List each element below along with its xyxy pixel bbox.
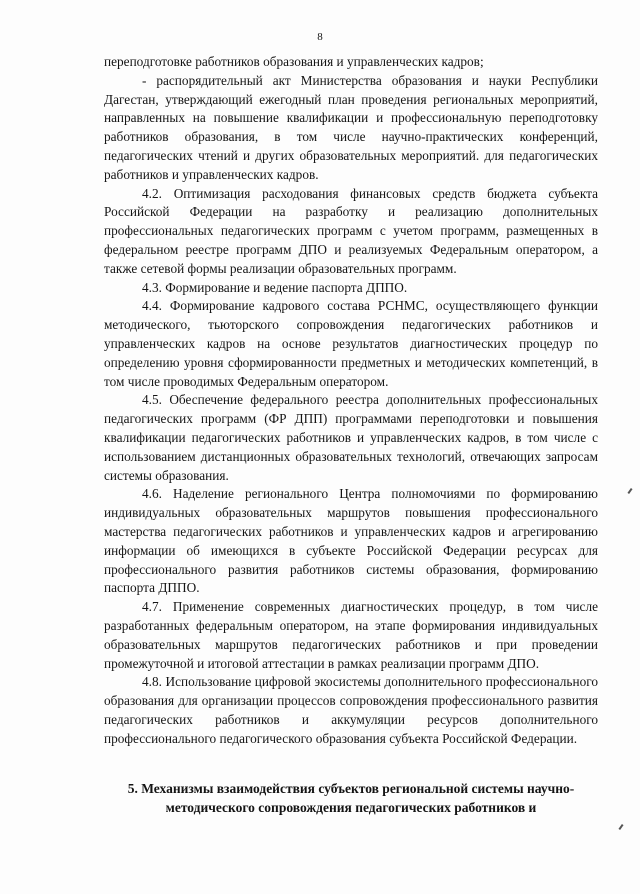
paragraph-4-2: 4.2. Оптимизация расходования финансовых средств бюджета субъекта Российской Федерации на разработку и реализацию дополнительных профессиональных педагогических программ с учетом программ, размещенных в федеральном реестре программ ДПО и реализуемых Федеральным оператором, а также сетевой формы реализации образовательных программ.	[104, 185, 598, 276]
paragraph-regulatory-act: - распорядительный акт Министерства образования и науки Республики Дагестан, утверждающий ежегодный план проведения региональных мероприятий, направленных на повышение квалификации и профессиональную переподготовку работников образования, в том числе научно-практических конференций, педагогических чтений и других образовательных мероприятий. для педагогических работников и управленческих кадров.	[104, 72, 598, 182]
page-number: 8	[317, 31, 323, 43]
section-heading: 5. Механизмы взаимодействия субъектов региональной системы научно-методического сопровождения педагогических работников и	[127, 781, 575, 815]
paragraph-4-4: 4.4. Формирование кадрового состава РСНМС, осуществляющего функции методического, тьюторского сопровождения педагогических работников и управленческих кадров на основе результатов диагностических процедур по определению уровня сформированности предметных и методических компетенций, в том числе проводимых Федеральным оператором.	[104, 298, 598, 389]
scan-artifact-mark	[627, 488, 632, 494]
paragraph-4-3: 4.3. Формирование и ведение паспорта ДППО.	[142, 279, 408, 295]
paragraph-4-5: 4.5. Обеспечение федерального реестра дополнительных профессиональных педагогических программ (ФР ДПП) программами переподготовки и повышения квалификации педагогических работников и управленческих кадров, в том числе с использованием дистанционных образовательных технологий, отвечающих запросам системы образования.	[104, 392, 598, 483]
paragraph-4-6: 4.6. Наделение регионального Центра полномочиями по формированию индивидуальных образовательных маршрутов повышения профессионального мастерства педагогических работников и управленческих кадров и агрегированию информации об имеющихся в субъекте Российской Федерации ресурсах для профессионального развития работников системы образования, формированию паспорта ДППО.	[104, 486, 598, 596]
paragraph-4-7: 4.7. Применение современных диагностических процедур, в том числе разработанных федеральным оператором, на этапе формирования индивидуальных образовательных маршрутов педагогических работников и при проведении промежуточной и итоговой аттестации в рамках реализации программ ДПО.	[104, 599, 598, 671]
paragraph-4-8: 4.8. Использование цифровой экосистемы дополнительного профессионального образования для организации процессов сопровождения профессионального развития педагогических работников и аккумуляции ресурсов дополнительного профессионального педагогического образования субъекта Российской Федерации.	[104, 674, 598, 746]
scan-artifact-mark	[618, 824, 623, 830]
body-text	[104, 53, 598, 748]
paragraph-continuation: переподготовке работников образования и управленческих кадров;	[104, 54, 484, 69]
